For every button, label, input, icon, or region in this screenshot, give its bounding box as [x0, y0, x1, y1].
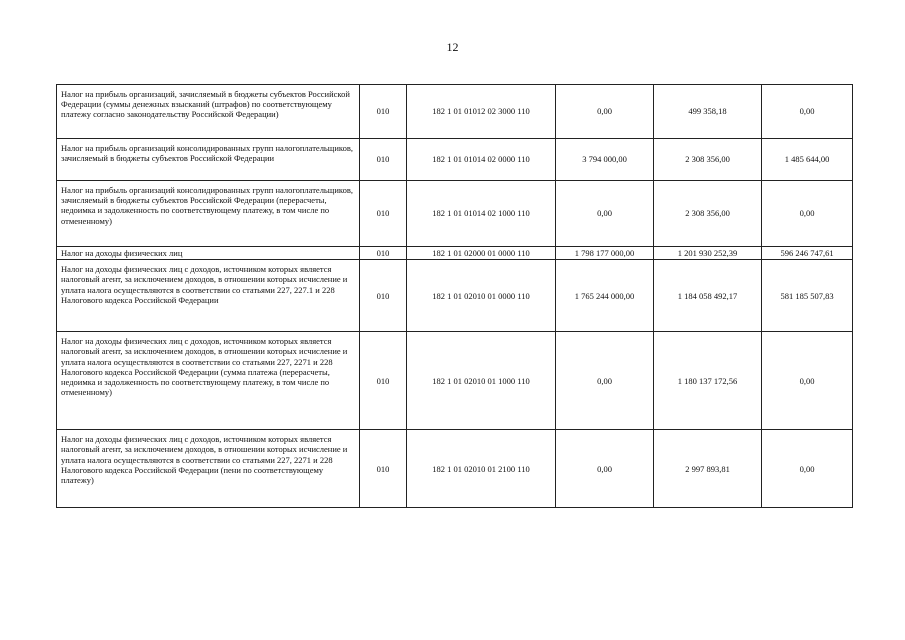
row-kbk: 182 1 01 01014 02 0000 110 — [407, 139, 556, 181]
row-unexecuted: 0,00 — [762, 181, 853, 247]
row-executed: 2 308 356,00 — [654, 139, 762, 181]
row-kbk: 182 1 01 02000 01 0000 110 — [407, 247, 556, 260]
row-executed: 2 997 893,81 — [654, 430, 762, 508]
row-code: 010 — [360, 139, 407, 181]
row-executed: 1 184 058 492,17 — [654, 260, 762, 332]
revenue-table — [56, 84, 853, 508]
table-row — [57, 139, 853, 181]
row-name: Налог на доходы физических лиц с доходов, источником которых является налоговый агент, за исключением доходов, в отношении которых исчисление и уплата налога осуществляются в соответствии со статьями 227, 2271 и 228 Налогового кодекса Российской Федерации (пени по соответствующему платежу) — [57, 430, 360, 508]
table-row — [57, 260, 853, 332]
row-approved: 3 794 000,00 — [556, 139, 654, 181]
row-unexecuted: 581 185 507,83 — [762, 260, 853, 332]
row-approved: 1 798 177 000,00 — [556, 247, 654, 260]
row-code: 010 — [360, 85, 407, 139]
row-name: Налог на доходы физических лиц с доходов, источником которых является налоговый агент, за исключением доходов, в отношении которых исчисление и уплата налога осуществляются в соответствии со статьями 227, 2271 и 228 Налогового кодекса Российской Федерации (сумма платежа (перерасчеты, недоимка и задолженность по соответствующему платежу, в том числе по отмененному) — [57, 332, 360, 430]
row-name: Налог на прибыль организаций консолидированных групп налогоплательщиков, зачисляемый в бюджеты субъектов Российской Федерации (перерасчеты, недоимка и задолженность по соответствующему платежу, в том числе по отмененному) — [57, 181, 360, 247]
row-unexecuted: 0,00 — [762, 430, 853, 508]
row-code: 010 — [360, 181, 407, 247]
row-code: 010 — [360, 332, 407, 430]
row-name: Налог на доходы физических лиц с доходов, источником которых является налоговый агент, за исключением доходов, в отношении которых исчисление и уплата налога осуществляются в соответствии со статьями 227, 227.1 и 228 Налогового кодекса Российской Федерации — [57, 260, 360, 332]
table-row — [57, 247, 853, 260]
row-approved: 0,00 — [556, 332, 654, 430]
row-name: Налог на прибыль организаций, зачисляемый в бюджеты субъектов Российской Федерации (суммы денежных взысканий (штрафов) по соответствующему платежу согласно законодательству Российской Федерации) — [57, 85, 360, 139]
table-row — [57, 332, 853, 430]
row-name: Налог на прибыль организаций консолидированных групп налогоплательщиков, зачисляемый в бюджеты субъектов Российской Федерации — [57, 139, 360, 181]
row-executed: 1 180 137 172,56 — [654, 332, 762, 430]
row-kbk: 182 1 01 01014 02 1000 110 — [407, 181, 556, 247]
page-number: 12 — [446, 40, 459, 54]
row-executed: 2 308 356,00 — [654, 181, 762, 247]
row-unexecuted: 0,00 — [762, 332, 853, 430]
row-approved: 0,00 — [556, 430, 654, 508]
row-unexecuted: 0,00 — [762, 85, 853, 139]
row-unexecuted: 1 485 644,00 — [762, 139, 853, 181]
row-approved: 0,00 — [556, 85, 654, 139]
row-kbk: 182 1 01 01012 02 3000 110 — [407, 85, 556, 139]
row-approved: 0,00 — [556, 181, 654, 247]
table-row — [57, 430, 853, 508]
row-kbk: 182 1 01 02010 01 1000 110 — [407, 332, 556, 430]
row-code: 010 — [360, 430, 407, 508]
row-approved: 1 765 244 000,00 — [556, 260, 654, 332]
row-kbk: 182 1 01 02010 01 2100 110 — [407, 430, 556, 508]
row-name: Налог на доходы физических лиц — [57, 247, 360, 260]
row-kbk: 182 1 01 02010 01 0000 110 — [407, 260, 556, 332]
row-code: 010 — [360, 247, 407, 260]
row-executed: 499 358,18 — [654, 85, 762, 139]
table-row — [57, 85, 853, 139]
row-code: 010 — [360, 260, 407, 332]
row-executed: 1 201 930 252,39 — [654, 247, 762, 260]
row-unexecuted: 596 246 747,61 — [762, 247, 853, 260]
table-row — [57, 181, 853, 247]
